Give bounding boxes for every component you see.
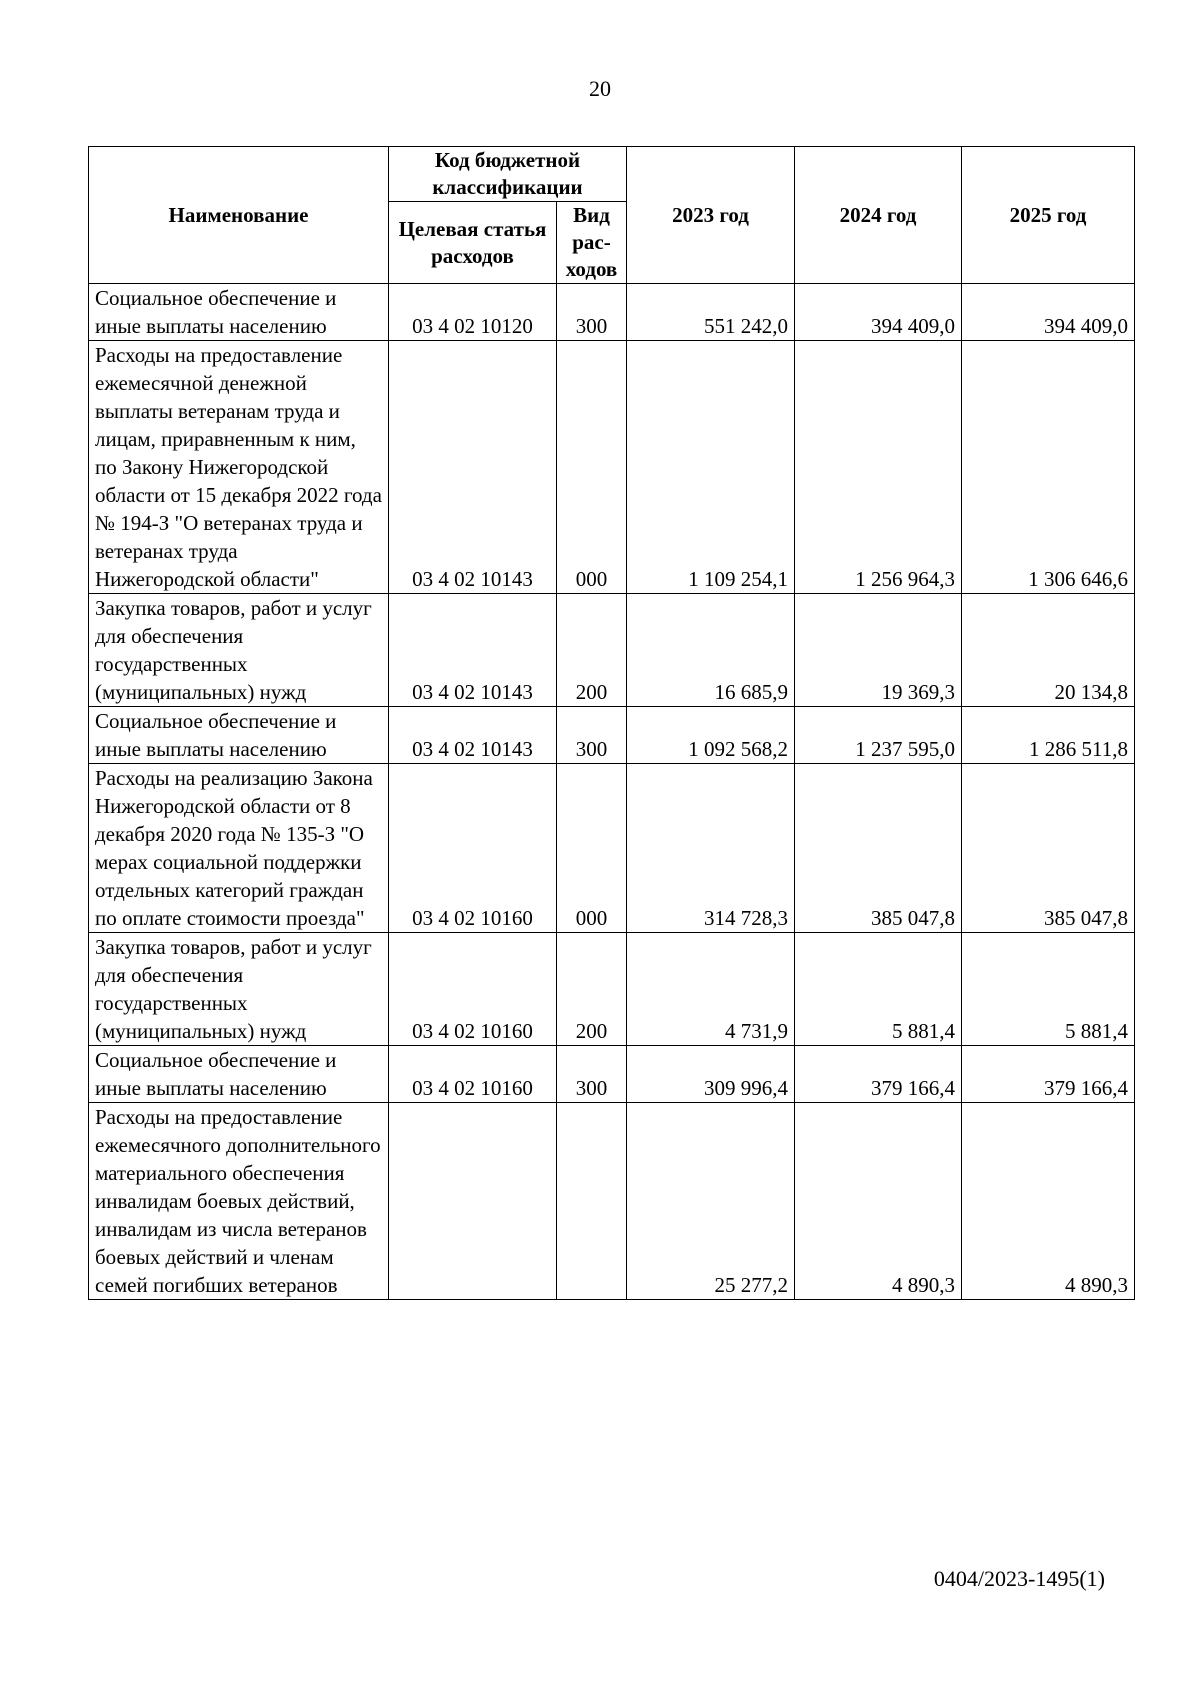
table-row (89, 594, 1135, 707)
row-value-2024: 379 166,4 (795, 1046, 962, 1103)
row-value-2024: 394 409,0 (795, 284, 962, 341)
row-expense-type: 200 (557, 933, 627, 1046)
row-value-2023: 16 685,9 (627, 594, 795, 707)
row-target-article: 03 4 02 10143 (389, 707, 557, 764)
row-name: Закупка товаров, работ и услуг для обеспечения государственных (муниципальных) нужд (89, 594, 389, 707)
row-target-article: 03 4 02 10160 (389, 764, 557, 933)
row-value-2024: 5 881,4 (795, 933, 962, 1046)
header-name: Наименование (89, 147, 389, 284)
row-expense-type: 000 (557, 341, 627, 594)
header-budget-code-group: Код бюджетной классификации (389, 147, 627, 202)
row-value-2024: 19 369,3 (795, 594, 962, 707)
row-expense-type: 300 (557, 1046, 627, 1103)
row-name: Социальное обеспечение и иные выплаты населению (89, 284, 389, 341)
row-value-2024: 385 047,8 (795, 764, 962, 933)
row-expense-type (557, 1103, 627, 1300)
row-value-2023: 1 092 568,2 (627, 707, 795, 764)
row-value-2025: 4 890,3 (962, 1103, 1135, 1300)
row-value-2025: 20 134,8 (962, 594, 1135, 707)
row-expense-type: 000 (557, 764, 627, 933)
header-target-article: Целевая статья расходов (389, 202, 557, 284)
row-target-article: 03 4 02 10120 (389, 284, 557, 341)
header-expense-type: Вид рас-ходов (557, 202, 627, 284)
table-row (89, 284, 1135, 341)
row-value-2023: 1 109 254,1 (627, 341, 795, 594)
row-value-2025: 1 306 646,6 (962, 341, 1135, 594)
table-row (89, 1046, 1135, 1103)
row-target-article: 03 4 02 10143 (389, 341, 557, 594)
row-value-2024: 1 256 964,3 (795, 341, 962, 594)
header-year-2023: 2023 год (627, 147, 795, 284)
row-target-article: 03 4 02 10160 (389, 1046, 557, 1103)
row-value-2023: 309 996,4 (627, 1046, 795, 1103)
row-name: Социальное обеспечение и иные выплаты населению (89, 707, 389, 764)
row-value-2025: 394 409,0 (962, 284, 1135, 341)
row-value-2023: 4 731,9 (627, 933, 795, 1046)
row-name: Расходы на предоставление ежемесячной денежной выплаты ветеранам труда и лицам, приравненным к ним, по Закону Нижегородской области от 15 декабря 2022 года № 194-З "О ветеранах труда и ветеранах труда Нижегородской области" (89, 341, 389, 594)
row-value-2025: 5 881,4 (962, 933, 1135, 1046)
table-row (89, 707, 1135, 764)
budget-table (88, 146, 1135, 1300)
page-number: 20 (589, 76, 611, 101)
row-value-2023: 551 242,0 (627, 284, 795, 341)
row-target-article (389, 1103, 557, 1300)
row-value-2023: 314 728,3 (627, 764, 795, 933)
table-row (89, 1103, 1135, 1300)
row-value-2024: 4 890,3 (795, 1103, 962, 1300)
row-value-2025: 385 047,8 (962, 764, 1135, 933)
row-expense-type: 200 (557, 594, 627, 707)
row-value-2025: 1 286 511,8 (962, 707, 1135, 764)
row-name: Расходы на предоставление ежемесячного дополнительного материального обеспечения инвалидам боевых действий, инвалидам из числа ветеранов боевых действий и членам семей погибших ветеранов (89, 1103, 389, 1300)
row-target-article: 03 4 02 10160 (389, 933, 557, 1046)
row-expense-type: 300 (557, 707, 627, 764)
row-value-2023: 25 277,2 (627, 1103, 795, 1300)
row-name: Расходы на реализацию Закона Нижегородской области от 8 декабря 2020 года № 135-З "О мерах социальной поддержки отдельных категорий граждан по оплате стоимости проезда" (89, 764, 389, 933)
table-row (89, 933, 1135, 1046)
header-year-2025: 2025 год (962, 147, 1135, 284)
row-name: Социальное обеспечение и иные выплаты населению (89, 1046, 389, 1103)
row-expense-type: 300 (557, 284, 627, 341)
row-target-article: 03 4 02 10143 (389, 594, 557, 707)
table-row (89, 341, 1135, 594)
header-year-2024: 2024 год (795, 147, 962, 284)
row-value-2025: 379 166,4 (962, 1046, 1135, 1103)
document-registration-code: 0404/2023-1495(1) (933, 1566, 1105, 1591)
table-row (89, 764, 1135, 933)
row-name: Закупка товаров, работ и услуг для обеспечения государственных (муниципальных) нужд (89, 933, 389, 1046)
row-value-2024: 1 237 595,0 (795, 707, 962, 764)
